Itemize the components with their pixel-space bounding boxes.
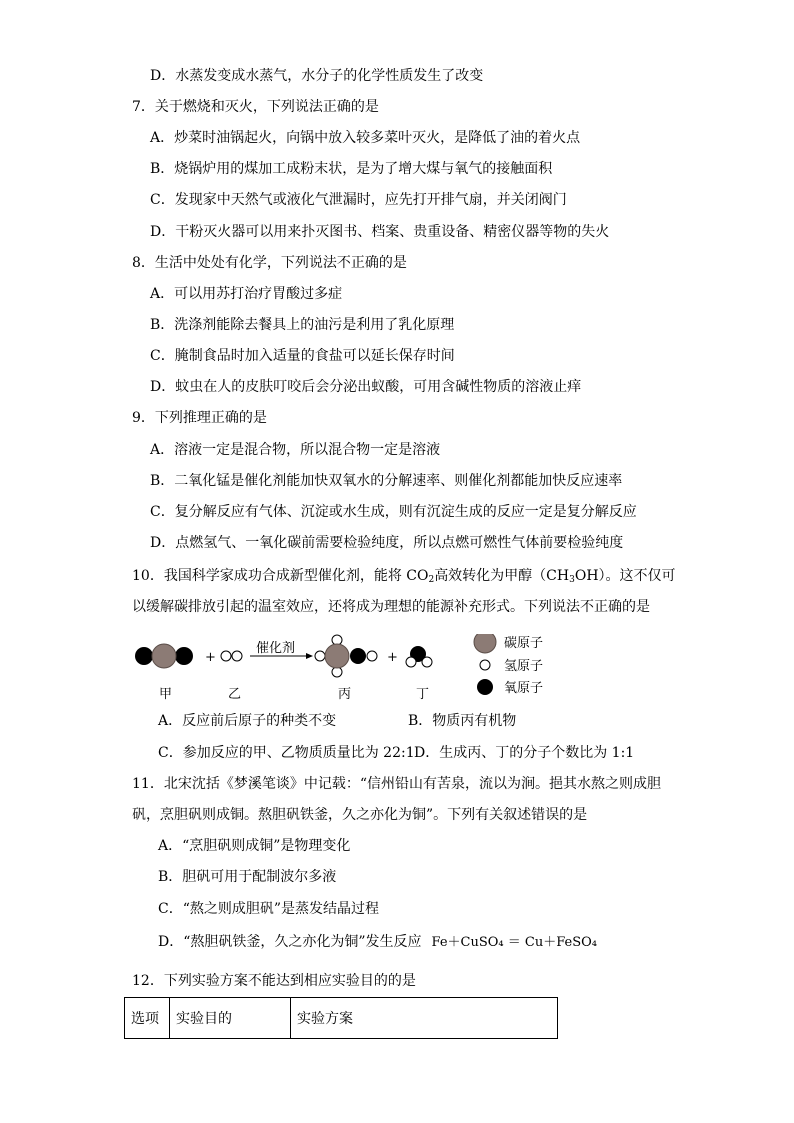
q7-option-a: A．炒菜时油锅起火，向锅中放入较多菜叶灭火，是降低了油的着火点 xyxy=(150,130,581,146)
q10-stem-line2: 以缓解碳排放引起的温室效应，还将成为理想的能源补充形式。下列说法不正确的是 xyxy=(132,599,650,615)
q11-option-c: C．“熬之则成胆矾”是蒸发结晶过程 xyxy=(158,901,380,917)
carbon-atom xyxy=(325,644,349,668)
q12-stem: 12．下列实验方案不能达到相应实验目的的是 xyxy=(132,973,416,989)
q11-stem-line1: 11．北宋沈括《梦溪笔谈》中记载：“信州铅山有苦泉，流以为涧。挹其水熬之则成胆 xyxy=(132,776,661,792)
q10-option-a: A．反应前后原子的种类不变 xyxy=(158,713,337,729)
hydrogen-atom xyxy=(367,651,377,661)
molecule-jia-co2 xyxy=(135,644,193,668)
q9-option-c: C．复分解反应有气体、沉淀或水生成，则有沉淀生成的反应一定是复分解反应 xyxy=(150,504,637,520)
q11-option-a: A．“烹胆矾则成铜”是物理变化 xyxy=(158,838,351,854)
table-header-plan: 实验方案 xyxy=(291,998,558,1039)
label-yi: 乙 xyxy=(228,687,242,702)
reaction-diagram xyxy=(132,634,572,704)
legend-hydrogen-label: 氢原子 xyxy=(504,659,544,674)
q11-stem-line2: 矾，烹胆矾则成铜。熬胆矾铁釜，久之亦化为铜”。下列有关叙述错误的是 xyxy=(132,807,588,823)
oxygen-atom xyxy=(175,647,193,665)
q8-option-c: C．腌制食品时加入适量的食盐可以延长保存时间 xyxy=(150,348,455,364)
carbon-atom xyxy=(152,644,176,668)
legend-hydrogen-swatch xyxy=(480,660,490,670)
q8-option-a: A．可以用苏打治疗胃酸过多症 xyxy=(150,286,343,302)
legend-carbon-label: 碳原子 xyxy=(504,636,544,651)
q6-option-d: D．水蒸发变成水蒸气，水分子的化学性质发生了改变 xyxy=(150,68,484,84)
hydrogen-atom xyxy=(315,651,325,661)
label-bing: 丙 xyxy=(338,687,352,702)
q8-option-b: B．洗涤剂能除去餐具上的油污是利用了乳化原理 xyxy=(150,317,455,333)
molecule-ding-h2o xyxy=(406,646,432,667)
q9-option-d: D．点燃氢气、一氧化碳前需要检验纯度，所以点燃可燃性气体前要检验纯度 xyxy=(150,535,624,551)
table-header-purpose: 实验目的 xyxy=(170,998,291,1039)
legend-oxygen-swatch xyxy=(477,679,493,695)
label-ding: 丁 xyxy=(416,687,430,702)
q8-option-d: D．蚊虫在人的皮肤叮咬后会分泌出蚁酸，可用含碱性物质的溶液止痒 xyxy=(150,379,582,395)
reaction-equation: Fe＋CuSO₄ ＝ Cu＋FeSO₄ xyxy=(431,935,598,950)
legend-carbon-swatch xyxy=(474,634,496,653)
arrow-head xyxy=(306,653,313,659)
q7-stem: 7．关于燃烧和灭火，下列说法正确的是 xyxy=(132,99,379,115)
molecule-yi-h2 xyxy=(221,651,242,661)
table-header-row xyxy=(125,998,558,1039)
oxygen-atom xyxy=(350,648,366,664)
q9-option-b: B．二氧化锰是催化剂能加快双氧水的分解速率、则催化剂都能加快反应速率 xyxy=(150,473,623,489)
q11-option-d: D．“熬胆矾铁釜，久之亦化为铜”发生反应 Fe＋CuSO₄ ＝ Cu＋FeSO₄ xyxy=(158,934,598,950)
hydrogen-atom xyxy=(422,657,432,667)
q9-option-a: A．溶液一定是混合物，所以混合物一定是溶液 xyxy=(150,442,441,458)
experiment-table xyxy=(124,997,558,1039)
q7-option-d: D．干粉灭火器可以用来扑灭图书、档案、贵重设备、精密仪器等物的失火 xyxy=(150,224,610,240)
hydrogen-atom xyxy=(232,651,242,661)
legend xyxy=(474,634,543,696)
q9-stem: 9．下列推理正确的是 xyxy=(132,410,267,426)
q10-option-d: D．生成丙、丁的分子个数比为 1:1 xyxy=(414,745,635,761)
hydrogen-atom xyxy=(406,657,416,667)
oxygen-atom xyxy=(135,647,153,665)
plus-sign: + xyxy=(387,650,398,665)
label-jia: 甲 xyxy=(159,687,173,702)
table-header-option: 选项 xyxy=(125,998,170,1039)
q7-option-b: B．烧锅炉用的煤加工成粉末状，是为了增大煤与氧气的接触面积 xyxy=(150,161,553,177)
q10-option-c: C．参加反应的甲、乙物质质量比为 22:1 xyxy=(158,745,415,761)
legend-oxygen-label: 氧原子 xyxy=(504,681,544,696)
q8-stem: 8．生活中处处有化学，下列说法不正确的是 xyxy=(132,255,407,271)
plus-sign: + xyxy=(205,650,216,665)
q11-option-b: B．胆矾可用于配制波尔多液 xyxy=(158,869,337,885)
q10-stem-line1: 10．我国科学家成功合成新型催化剂，能将 $CO_2$高效转化为甲醇$(CH_3OH)$。这不仅可 xyxy=(132,568,676,585)
q7-option-c: C．发现家中天然气或液化气泄漏时，应先打开排气扇，并关闭阀门 xyxy=(150,192,567,208)
molecule-bing-ch3oh xyxy=(315,635,377,677)
catalyst-label: 催化剂 xyxy=(256,641,296,656)
hydrogen-atom xyxy=(221,651,231,661)
q10-option-b: B．物质丙有机物 xyxy=(408,713,517,729)
